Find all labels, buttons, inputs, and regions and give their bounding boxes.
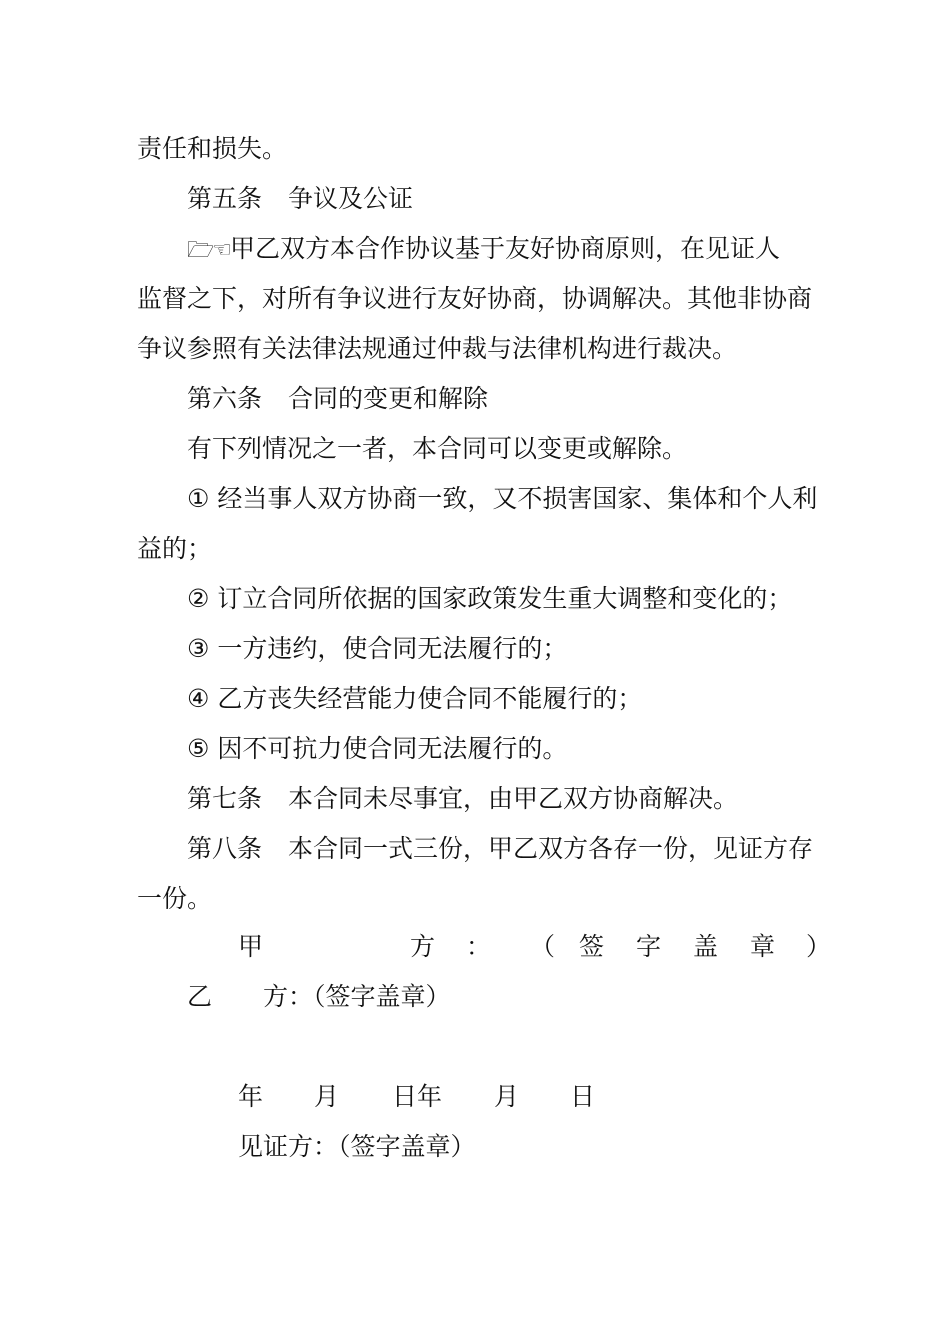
article-number: 第八条 — [187, 834, 263, 863]
article-6-heading — [187, 381, 488, 417]
article-title: 争议及公证 — [288, 184, 414, 213]
party-a-char: 章 — [750, 932, 776, 961]
paragraph-line: 一份。 — [137, 884, 213, 913]
paragraph-line: 责任和损失。 — [137, 134, 288, 163]
folder-icon: 🗁 — [187, 238, 213, 263]
paragraph-line: 有下列情况之一者，本合同可以变更或解除。 — [187, 434, 688, 463]
party-a-char: 签 — [579, 932, 605, 961]
party-a-char: 甲 — [238, 932, 264, 961]
party-b-label: 乙 — [187, 982, 213, 1011]
article-8 — [187, 831, 813, 867]
paragraph-line: 争议参照有关法律法规通过仲裁与法律机构进行裁决。 — [137, 334, 738, 363]
date-month: 月 — [494, 1082, 520, 1111]
article-number: 第七条 — [187, 784, 263, 813]
article-title: 合同的变更和解除 — [288, 384, 489, 413]
list-item: ③ 一方违约，使合同无法履行的； — [187, 634, 568, 663]
party-b-text: 方：（签字盖章） — [263, 982, 451, 1011]
party-a-char: 字 — [636, 932, 662, 961]
party-a-char: ） — [806, 932, 832, 961]
list-item: ② 订立合同所依据的国家政策发生重大调整和变化的； — [187, 584, 793, 613]
paragraph-line: 监督之下，对所有争议进行友好协商，协调解决。其他非协商 — [137, 284, 813, 313]
party-a-char: （ — [530, 932, 556, 961]
paragraph-line: 🗁☜甲乙双方本合作协议基于友好协商原则，在见证人 — [187, 231, 780, 269]
article-text: 本合同未尽事宜，由甲乙双方协商解决。 — [288, 784, 739, 813]
article-text: 本合同一式三份，甲乙双方各存一份，见证方存 — [288, 834, 814, 863]
date-day: 日 — [570, 1082, 596, 1111]
article-7 — [187, 781, 738, 817]
paragraph-line: 益的； — [137, 534, 213, 563]
article-5-heading — [187, 181, 413, 217]
list-item: ① 经当事人双方协商一致，又不损害国家、集体和个人利 — [187, 484, 818, 513]
party-a-char: 方 — [410, 932, 436, 961]
witness-signature: 见证方：（签字盖章） — [238, 1132, 476, 1161]
date-day-year: 日年 — [392, 1082, 443, 1111]
list-item: ⑤ 因不可抗力使合同无法履行的。 — [187, 734, 568, 763]
pointing-hand-icon: ☜ — [212, 238, 231, 263]
party-a-char: ： — [466, 932, 492, 961]
party-a-char: 盖 — [693, 932, 719, 961]
list-item: ④ 乙方丧失经营能力使合同不能履行的； — [187, 684, 643, 713]
article-number: 第五条 — [187, 184, 263, 213]
date-month: 月 — [314, 1082, 340, 1111]
article-number: 第六条 — [187, 384, 263, 413]
date-year: 年 — [238, 1082, 264, 1111]
